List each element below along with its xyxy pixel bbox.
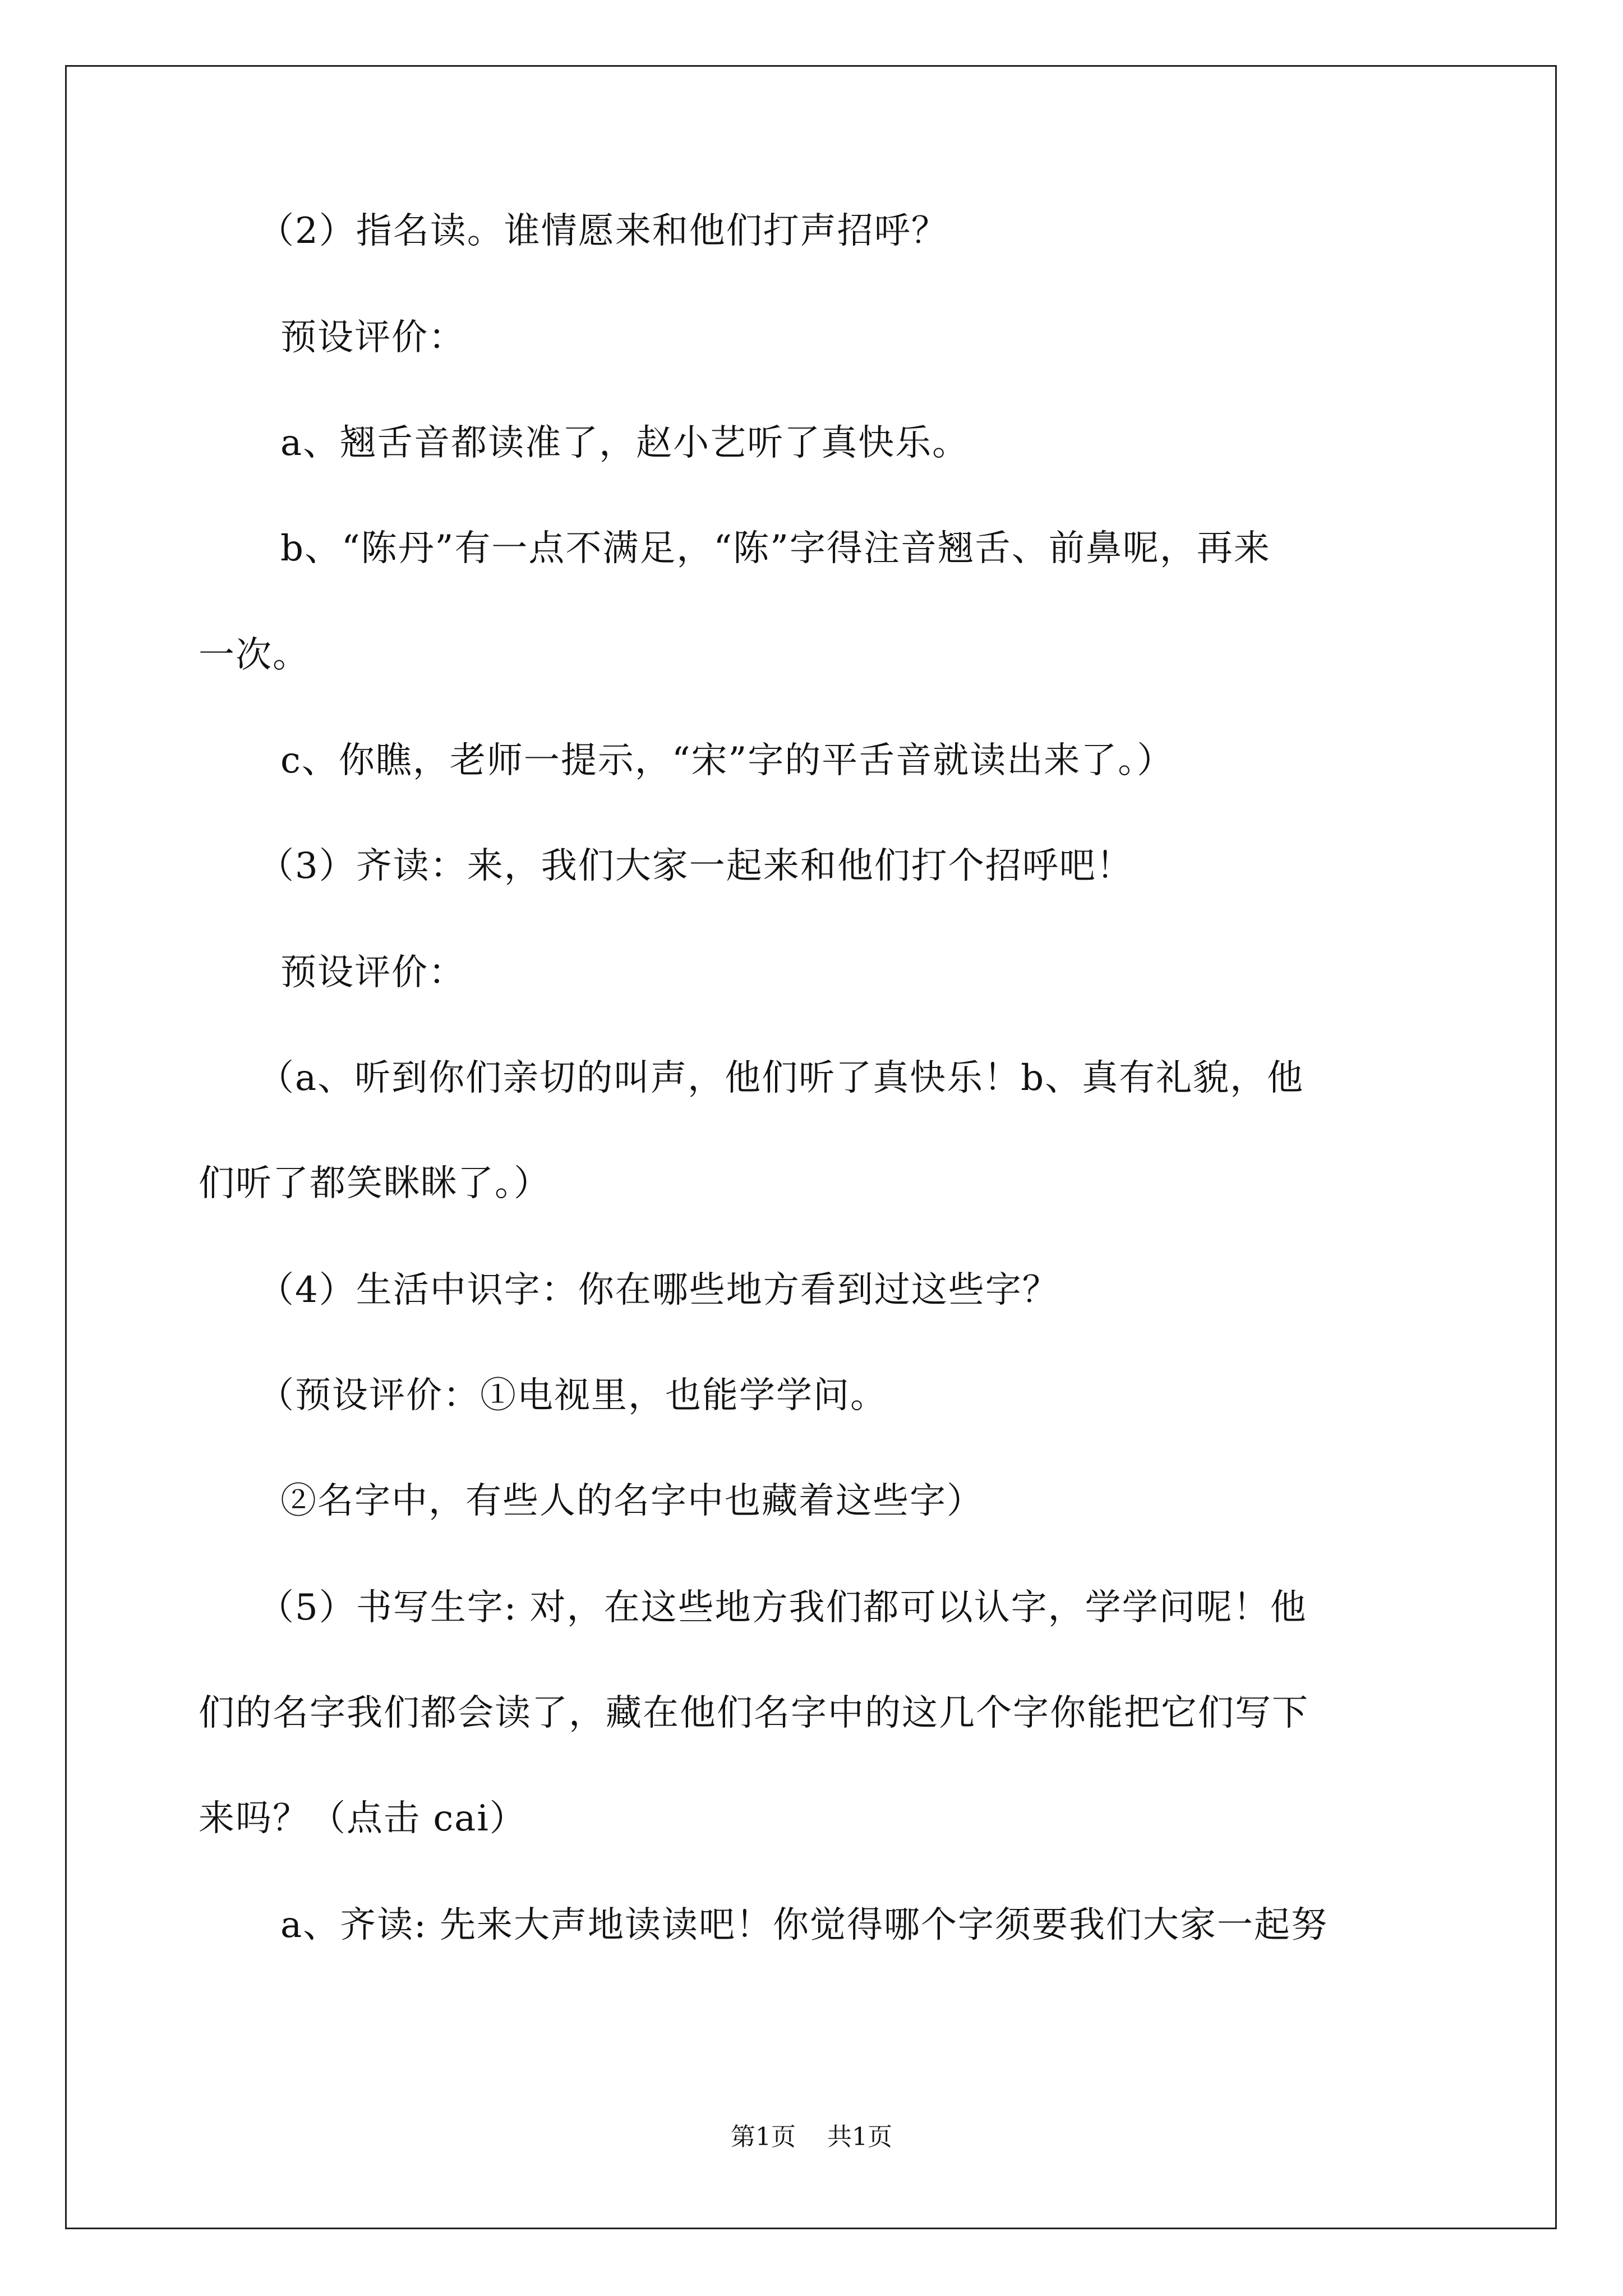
paragraph-b-line-2: 一次。 [199,634,310,676]
paragraph-read-line-1: a、齐读: 先来大声地读读吧！你觉得哪个字须要我们大家一起努 [280,1904,1329,1946]
page-footer [0,2120,1623,2154]
paragraph-5-line-1: （5）书写生字: 对，在这些地方我们都可以认字，学学问呢！他 [258,1587,1307,1628]
paragraph-preset-eval-2: 预设评价： [280,952,465,993]
page-number-total: 共1页 [827,2123,892,2151]
paragraph-b-line-1: b、“陈丹”有一点不满足，“陈”字得注音翘舌、前鼻呢，再来 [280,528,1271,569]
paragraph-name-line-1: ②名字中，有些人的名字中也藏着这些字） [280,1480,984,1522]
paragraph-5-line-3: 来吗？（点击 cai） [199,1798,527,1839]
paragraph-5-line-2: 们的名字我们都会读了，藏在他们名字中的这几个字你能把它们写下 [199,1692,1309,1734]
paragraph-4-line-1: （4）生活中识字：你在哪些地方看到过这些字？ [258,1269,1059,1311]
paragraph-a-line-1: a、翘舌音都读准了，赵小艺听了真快乐。 [280,422,970,464]
paragraph-eval-line-1: （a、听到你们亲切的叫声，他们听了真快乐！b、真有礼貌，他 [258,1057,1304,1099]
paragraph-eval-line-2: 们听了都笑眯眯了。） [199,1163,551,1204]
paragraph-2-line-1: （2）指名读。谁情愿来和他们打声招呼？ [258,210,948,252]
paragraph-preset-eval-3: （预设评价：①电视里，也能学学问。 [258,1375,887,1416]
paragraph-3-line-1: （3）齐读：来，我们大家一起来和他们打个招呼吧！ [258,845,1133,887]
page-number-current: 第1页 [731,2123,796,2151]
paragraph-c-line-1: c、你瞧，老师一提示，“宋”字的平舌音就读出来了。） [280,740,1174,781]
paragraph-preset-eval-1: 预设评价： [280,317,465,358]
